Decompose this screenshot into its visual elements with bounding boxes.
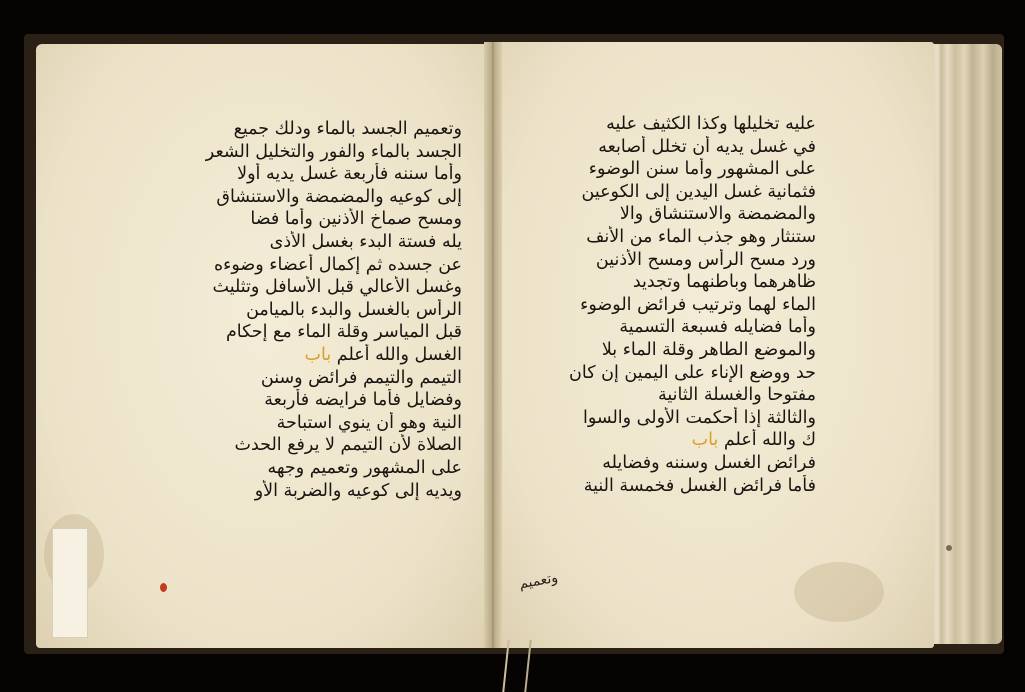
text-line: والثالثة إذا أحكمت الأولى والسوا [582,407,816,428]
text-line: ورد مسح الرأس ومسح الأذنين [595,249,816,270]
text-line: فرائض الغسل وسننه وفضايله [602,452,816,473]
chapter-heading-word: باب [304,344,332,365]
text-line-with-heading: ك والله أعلم باب [691,430,816,451]
text-line: ويديه إلى كوعيه والضربة الأو [254,480,462,501]
text-line: ظاهرهما وباطنهما وتجديد [632,272,816,293]
page-stain [794,562,884,622]
right-page-text [516,113,816,497]
text-line: وتعميم الجسد بالماء ودلك جميع [233,119,462,139]
chapter-heading-word: باب [691,430,719,451]
text-line: وغسل الأعالي قبل الأسافل وتثليث [212,277,462,298]
text-line: حد ووضع الإناء على اليمين إن كان [569,362,816,383]
red-ink-mark [160,583,167,592]
paper-repair-patch [52,528,88,638]
text-line: والمضمضة والاستنشاق والا [619,204,816,225]
text-line: وفضايل فأما فرايضه فأربعة [264,390,462,411]
text-line: التيمم والتيمم فرائض وسنن [260,367,462,388]
text-line: إلى كوعيه والمضمضة والاستنشاق [216,186,462,207]
text-line: يله فستة البدء بغسل الأذى [269,231,462,252]
text-line: قبل المياسر وقلة الماء مع إحكام [225,322,462,343]
text-line: عن جسده ثم إكمال أعضاء وضوءه [213,254,462,275]
text-line: عليه تخليلها وكذا الكثيف عليه [606,114,816,134]
text-line: مفتوحا والغسلة الثانية [657,385,816,406]
text-line: في غسل يديه أن تخلل أصابعه [598,136,816,157]
catchword: وتعميم [517,569,560,593]
text-line: فأما فرائض الغسل فخمسة النية [583,475,816,496]
text-line: ومسح صماخ الأذنين وأما فضا [250,209,462,230]
text-line: على المشهور وأما سنن الوضوء [588,159,816,180]
text-line-with-heading: الغسل والله أعلم باب [304,344,462,365]
text-line: وأما فضايله فسبعة التسمية [619,317,816,338]
text-line: فثمانية غسل اليدين إلى الكوعين [581,181,816,202]
text-line: الصلاة لأن التيمم لا يرفع الحدث [234,435,462,456]
text-line: وأما سننه فأربعة غسل يديه أولا [237,164,462,185]
text-line: النية وهو أن ينوي استباحة [276,412,462,433]
text-line: على المشهور وتعميم وجهه [267,457,462,478]
text-line: الجسد بالماء والفور والتخليل الشعر [205,141,462,162]
text-line: والموضع الطاهر وقلة الماء بلا [601,339,816,360]
text-line: الرأس بالغسل والبدء بالميامن [246,299,462,320]
page-edges [924,44,1002,644]
binding-hole [946,545,952,551]
text-line: ستنثار وهو جذب الماء من الأنف [586,226,816,247]
book-gutter [484,42,502,648]
text-line: الماء لهما وترتيب فرائض الوضوء [580,294,816,315]
left-page-text [172,118,462,502]
bookmark-thread [502,640,531,692]
